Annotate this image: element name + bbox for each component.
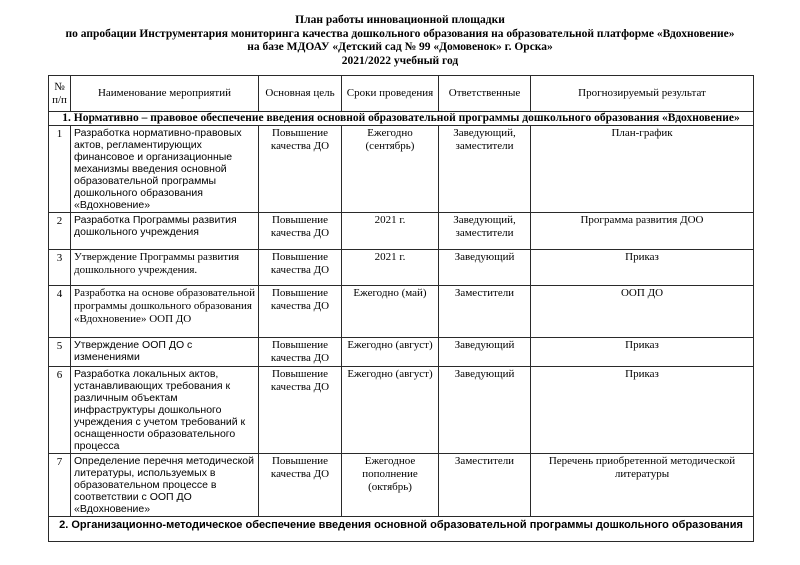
dates-cell: Ежегодно (август) <box>342 367 439 454</box>
row-number-cell: 5 <box>49 338 71 367</box>
dates-cell: 2021 г. <box>342 213 439 250</box>
document-title-line-3: на базе МДОАУ «Детский сад № 99 «Домовенок» г. Орска» <box>247 41 553 53</box>
responsible-cell: Заведующий <box>439 367 531 454</box>
dates-cell: Ежегодно (август) <box>342 338 439 367</box>
document-title-line-1: План работы инновационной площадки <box>295 14 505 26</box>
activity-cell: Разработка нормативно-правовых актов, регламентирующих финансовое и организационные механизмы введения основной образовательной программы дошкольного образования «Вдохновение» <box>71 126 259 213</box>
goal-cell: Повышение качества ДО <box>259 286 342 338</box>
goal-cell: Повышение качества ДО <box>259 250 342 286</box>
result-cell: Приказ <box>531 250 754 286</box>
row-number-cell: 2 <box>49 213 71 250</box>
activity-cell: Определение перечня методической литературы, используемых в образовательном процессе в соответствии с ООП ДО «Вдохновение» <box>71 454 259 517</box>
goal-cell: Повышение качества ДО <box>259 454 342 517</box>
activity-cell: Разработка на основе образовательной программы дошкольного образования «Вдохновение» ООП ДО <box>71 286 259 338</box>
result-cell: ООП ДО <box>531 286 754 338</box>
dates-cell: 2021 г. <box>342 250 439 286</box>
header-responsible: Ответственные <box>439 76 531 112</box>
header-activity: Наименование мероприятий <box>71 76 259 112</box>
document-title-line-2: по апробации Инструментария мониторинга качества дошкольного образования на образовательной платформе «Вдохновение» <box>65 27 735 40</box>
responsible-cell: Заместители <box>439 454 531 517</box>
row-number-cell: 1 <box>49 126 71 213</box>
row-number-cell: 7 <box>49 454 71 517</box>
table-row <box>49 367 754 454</box>
header-goal: Основная цель <box>259 76 342 112</box>
section-1-title: 1. Нормативно – правовое обеспечение введения основной образовательной программы дошкольного образования «Вдохновение» <box>49 112 754 126</box>
responsible-cell: Заведующий <box>439 250 531 286</box>
table-row <box>49 126 754 213</box>
dates-cell: Ежегодно (сентябрь) <box>342 126 439 213</box>
table-header-row <box>49 76 754 112</box>
activity-cell: Разработка локальных актов, устанавливающих требования к различным объектам инфраструктуры дошкольного учреждения с учетом требований к оснащенности образовательного процесса <box>71 367 259 454</box>
responsible-cell: Заведующий <box>439 338 531 367</box>
dates-cell: Ежегодное пополнение (октябрь) <box>342 454 439 517</box>
result-cell: Приказ <box>531 367 754 454</box>
responsible-cell: Заведующий, заместители <box>439 213 531 250</box>
result-cell: Перечень приобретенной методической литературы <box>531 454 754 517</box>
responsible-cell: Заместители <box>439 286 531 338</box>
responsible-cell: Заведующий, заместители <box>439 126 531 213</box>
table-row <box>49 454 754 517</box>
activity-cell: Утверждение ООП ДО с изменениями <box>71 338 259 367</box>
table-row <box>49 338 754 367</box>
header-num: № п/п <box>49 76 71 112</box>
goal-cell: Повышение качества ДО <box>259 367 342 454</box>
document-title <box>0 0 800 68</box>
row-number-cell: 3 <box>49 250 71 286</box>
activity-cell: Разработка Программы развития дошкольного учреждения <box>71 213 259 250</box>
table-row <box>49 286 754 338</box>
section-1-row <box>49 112 754 126</box>
result-cell: План-график <box>531 126 754 213</box>
row-number-cell: 6 <box>49 367 71 454</box>
goal-cell: Повышение качества ДО <box>259 338 342 367</box>
row-number-cell: 4 <box>49 286 71 338</box>
section-2-title: 2. Организационно-методическое обеспечение введения основной образовательной программы дошкольного образования <box>49 517 754 542</box>
result-cell: Приказ <box>531 338 754 367</box>
plan-table <box>48 75 754 542</box>
table-row <box>49 250 754 286</box>
goal-cell: Повышение качества ДО <box>259 126 342 213</box>
goal-cell: Повышение качества ДО <box>259 213 342 250</box>
result-cell: Программа развития ДОО <box>531 213 754 250</box>
table-row <box>49 213 754 250</box>
activity-cell: Утверждение Программы развития дошкольного учреждения. <box>71 250 259 286</box>
header-dates: Сроки проведения <box>342 76 439 112</box>
dates-cell: Ежегодно (май) <box>342 286 439 338</box>
header-result: Прогнозируемый результат <box>531 76 754 112</box>
section-2-row <box>49 517 754 542</box>
document-title-line-4: 2021/2022 учебный год <box>341 54 459 67</box>
